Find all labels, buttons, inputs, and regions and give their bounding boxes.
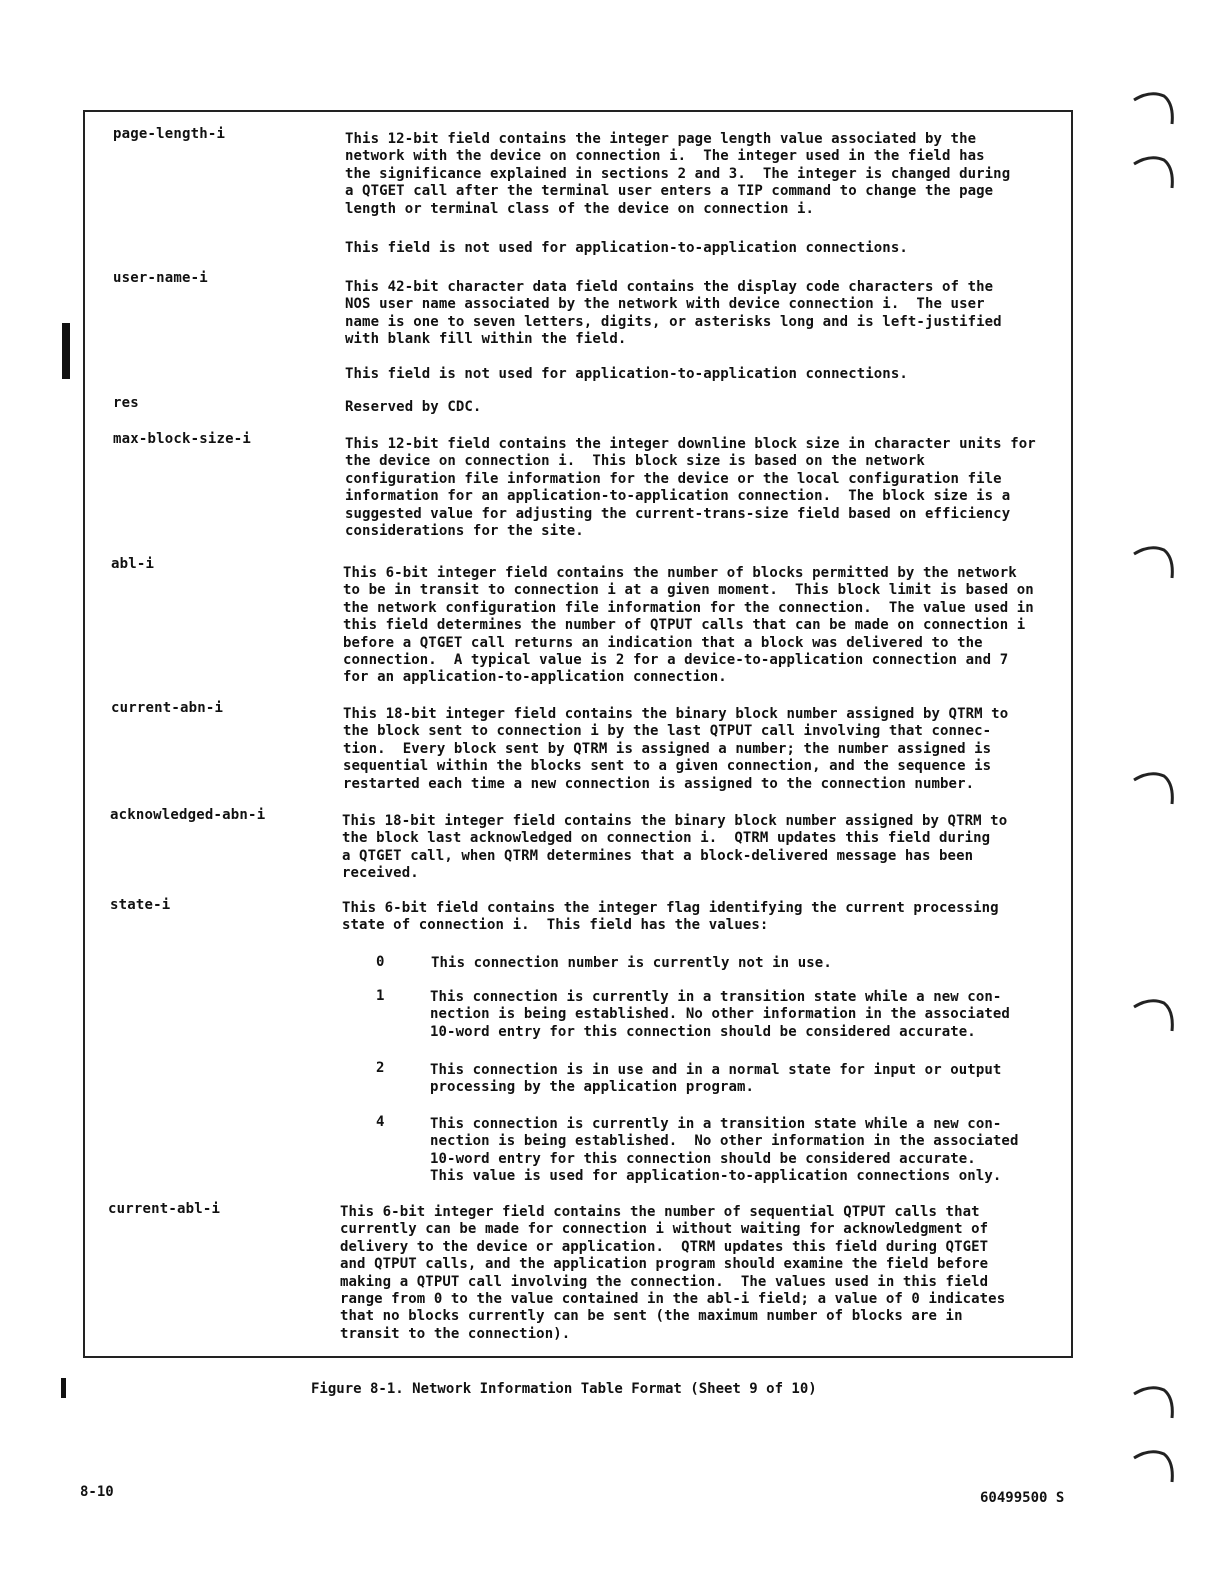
field-name-acknowledged-abn-i: acknowledged-abn-i [110, 807, 266, 823]
field-desc-acknowledged-abn-i: This 18-bit integer field contains the binary block number assigned by QTRM to the block last acknowledged on connection i. QTRM updates this field during a QTGET call, when QTRM determines that a block-delivered message has been received. [342, 813, 1008, 882]
state-value-code: 0 [376, 954, 385, 970]
field-desc-state-i: This 6-bit field contains the integer flag identifying the current processing state of connection i. This field has the values: [342, 900, 999, 934]
field-desc-current-abl-i: This 6-bit integer field contains the number of sequential QTPUT calls that currently can be made for connection i without waiting for acknowledgment of delivery to the device or application. QTRM updates this field during QTGET and QTPUT calls, and the application program should examine the field before making a QTPUT call involving the connection. The values used in this field range from 0 to the value contained in the abl-i field; a value of 0 indicates that no blocks currently can be sent (the maximum number of blocks are in transit to the connection). [340, 1204, 1006, 1342]
field-note-user-name-i: This field is not used for application-to-application connections. [345, 366, 908, 382]
field-desc-current-abn-i: This 18-bit integer field contains the binary block number assigned by QTRM to the block sent to connection i by the last QTPUT call involving that connec- tion. Every block sent by QTRM is assigned a number; the number assigned is sequential within the blocks sent to a given connection, and the sequence is restarted each time a new connection is assigned to the connection number. [343, 706, 1009, 792]
binder-hole-icon [1130, 1382, 1180, 1422]
state-value-text: This connection is in use and in a normal state for input or output processing by the application program. [430, 1062, 1002, 1096]
field-desc-page-length-i: This 12-bit field contains the integer page length value associated by the network with the device on connection i. The integer used in the field has the significance explained in sections 2 and 3. The integer is changed during a QTGET call after the terminal user enters a TIP command to change the page length or terminal class of the device on connection i. [345, 131, 1011, 217]
field-name-current-abl-i: current-abl-i [108, 1201, 221, 1217]
page-number: 8-10 [80, 1484, 114, 1500]
binder-hole-icon [1130, 152, 1180, 192]
field-desc-user-name-i: This 42-bit character data field contains the display code characters of the NOS user name associated by the network with device connection i. The user name is one to seven letters, digits, or asterisks long and is left-justified with blank fill within the field. [345, 279, 1002, 348]
binder-hole-icon [1130, 542, 1180, 582]
field-name-res: res [113, 395, 139, 411]
field-desc-max-block-size-i: This 12-bit field contains the integer downline block size in character units for the device on connection i. This block size is based on the network configuration file information for the device or the local configuration file information for an application-to-application connection. The block size is a suggested value for adjusting the current-trans-size field based on efficiency considerations for the site. [345, 436, 1036, 540]
state-value-code: 4 [376, 1114, 385, 1130]
state-value-code: 1 [376, 988, 385, 1004]
field-name-current-abn-i: current-abn-i [111, 700, 224, 716]
change-bar [62, 323, 70, 379]
field-name-state-i: state-i [110, 897, 171, 913]
state-value-code: 2 [376, 1060, 385, 1076]
document-number: 60499500 S [980, 1490, 1065, 1506]
figure-caption: Figure 8-1. Network Information Table Format (Sheet 9 of 10) [311, 1381, 817, 1397]
field-name-user-name-i: user-name-i [113, 270, 208, 286]
binder-hole-icon [1130, 1446, 1180, 1486]
state-value-text: This connection is currently in a transition state while a new con- nection is being established. No other information in the associated 10-word entry for this connection should be considered accurate. [430, 989, 1010, 1040]
binder-hole-icon [1130, 995, 1180, 1035]
field-desc-res: Reserved by CDC. [345, 399, 482, 415]
state-value-text: This connection is currently in a transition state while a new con- nection is being established. No other information in the associated 10-word entry for this connection should be considered accurate. This value is used for application-to-application connections only. [430, 1116, 1019, 1185]
field-desc-abl-i: This 6-bit integer field contains the number of blocks permitted by the network to be in transit to connection i at a given moment. This block limit is based on the network configuration file information for the connection. The value used in this field determines the number of QTPUT calls that can be made on connection i before a QTGET call returns an indication that a block was delivered to the connection. A typical value is 2 for a device-to-application connection and 7 for an application-to-application connection. [343, 565, 1034, 686]
field-name-abl-i: abl-i [111, 556, 155, 572]
field-name-page-length-i: page-length-i [113, 126, 226, 142]
field-name-max-block-size-i: max-block-size-i [113, 431, 252, 447]
binder-hole-icon [1130, 88, 1180, 128]
state-value-text: This connection number is currently not in use. [431, 955, 832, 971]
binder-hole-icon [1130, 768, 1180, 808]
field-note-page-length-i: This field is not used for application-to-application connections. [345, 240, 908, 256]
change-bar [61, 1378, 66, 1398]
